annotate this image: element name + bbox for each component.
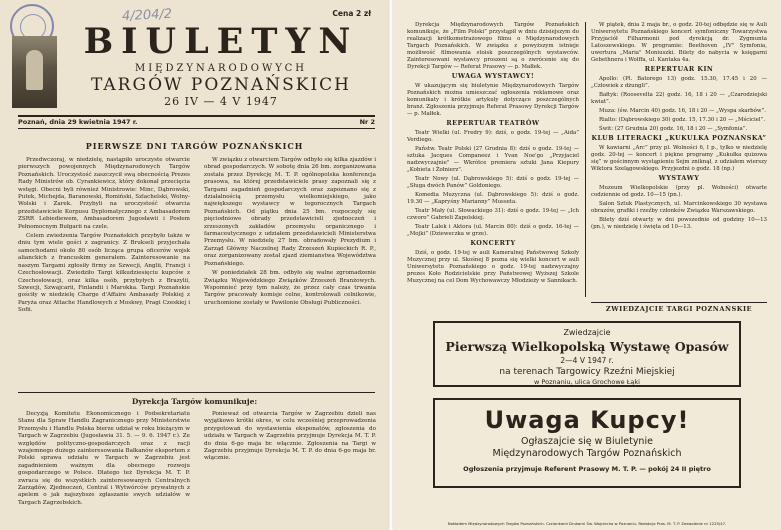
theatre-item: Teatr Wielki (ul. Fredry 9): dziś, o godz. 19-tej — „Aida” Verdiego. <box>407 130 579 143</box>
masthead <box>62 21 380 109</box>
klub-literacki-heading: KLUB LITERACKI „KUKULKA POZNAŃSKA” <box>591 134 767 142</box>
bulletin-subtitle-2: TARGÓW POZNAŃSKICH <box>91 75 351 95</box>
theatre-item: Komedia Muzyczna (ul. Dąbrowskiego 5): dziś o godz. 19.30 — „Kapryśny Marianny” Musseta. <box>407 192 579 205</box>
ad2-line3: Ogłoszenia przyjmuje Referent Prasowy M. T. P. — pokój 24 II piętro <box>463 465 711 473</box>
notice-text: Ponieważ od otwarcia Targów w Zagrzebiu dzieli nas wyjątkowo krótki okres, w celu wcześniej przeprowadzenia przygotowań do wystawienia eksponatów, zgłoszenia do udziału w Targach w Zagrzebiu przyjmuje Dyrekcja M. T. P. do dnia 6-go maja br. włącznie. Zgłoszenia na Targi w Zagrzebiu przyjmuje Dyrekcja M. T. P. do dnia 6-go maja br. włącznie. <box>204 411 376 462</box>
notice-column-2 <box>204 411 376 526</box>
article-columns <box>18 157 376 387</box>
cinema-item: Rialto: (Dąbrowskiego 30) godz. 15, 17.30 i 20 — „Mściciel”. <box>599 117 766 123</box>
notice-text: Decyzją Komitetu Ekonomicznego i Podsekretariatu Stanu dla Spraw Handlu Zagranicznego przy Ministerstwie Przemysłu i Handlu Polska bierze udział w roku bieżącym w Targach w Zagrzebiu (Jugosławia 31. 5. — 9. 6. 1947 r.). Ze względów polityczno-gospodarczych oraz z racji wzajemnego dużego zainteresowania Bałkanów eksportem z Polski sprawa udziału w Targach w Zagrzebiu jest zagadnieniem ważnym dla obecnego rozwoju gospodarczego w Polsce. Dlatego też Dyrekcja M. T. P. zwraca się do wszystkich zainteresowanych Centralnych Zarządów, Zjednoczeń, Central i Wytwórców prywatnych z apelem o jak najszybsze zgłaszanie swych udziałów w Targach Zagrzebskich. <box>18 411 190 506</box>
symphony-concert-text: W piątek, dnia 2 maja br., o godz. 20-tej odbędzie się w Auli Uniwersytetu Poznańskiego koncert symfoniczny Towarzystwa Przyjaciół Filharmonii pod dyrekcją dr. Zygmunta Latoszewskiego. W programie: Beethoven „IV" Symfonia, uwertura „Maria" Moniuszki. Bilety do nabycia w księgarni Gebethnera i Wolffa, ul. Kantaka 4a. <box>591 22 767 63</box>
notice-column-1 <box>18 411 190 526</box>
ad1-line5: w Poznaniu, ulica Grochowe Łąki <box>534 378 640 386</box>
repertuar-kin-heading: REPERTUAR KIN <box>644 65 714 73</box>
theatre-item: Teatr Mały (ul. Słowackiego 31): dziś o godz. 19-tej — „Ich czworo” Gabrieli Zapolskiej. <box>407 208 579 221</box>
uwaga-wystawcy-heading: UWAGA WYSTAWCY! <box>451 72 535 80</box>
theatre-item: Teatr Lalek i Aktora (ul. Marcin 80): dziś o godz. 16-tej — „Mojki” (Dzieweczka w grze). <box>407 224 579 237</box>
cinema-item: Muza: (św. Marcin 40) godz. 16, 18 i 20 — „Wyspa skarbów”. <box>599 108 766 114</box>
right-column-1 <box>407 22 579 287</box>
wystawy-heading: WYSTAWY <box>658 174 700 182</box>
uwaga-wystawcy-text: W ukazującym się biuletynie Międzynarodowych Targów Poznańskich można umieszczać ogłoszenia reklamowe oraz komunikaty i krótkie artykuły dotyczące poszczególnych branż. Zgłoszenia przyjmuje Referat Prasowy Dyrekcji Targów — p. Małłek. <box>407 83 579 117</box>
right-column-2 <box>591 22 767 233</box>
article-paragraph: W poniedziałek 28 bm. odbyło się walne zgromadzenie Związku Wojewódzkiego Związków Zrzeszeń Branżowych. Wspomnieć przy tym należy, że przez cały czas trwania Targów pracowały komisje celne, kontrolowali celnikowie, uruchomione zostały w Pawilonie Obsługi Publiczności. <box>204 270 376 306</box>
article-column-1 <box>18 157 190 387</box>
issue-bar <box>18 115 375 129</box>
notice-columns <box>18 411 376 526</box>
bulletin-title: BIULETYN <box>83 21 359 62</box>
article-headline: PIERWSZE DNI TARGÓW POZNAŃSKICH <box>85 141 304 151</box>
uwaga-kupcy-ad <box>433 398 741 488</box>
ad1-line1: Zwiedzajcie <box>563 328 611 337</box>
zwiedzajcie-targi-heading: ZWIEDZAJCIE TARGI POZNAŃSKIE <box>591 302 767 313</box>
exhibition-item: Bilety dziś otwarty w dni powszednie od godziny 10—13 (pn.), w niedzielę i święta od 10—13. <box>591 217 767 230</box>
ad2-line1: Ogłaszajcie się w Biuletynie <box>521 436 653 447</box>
printer-footer: Nakładem Międzynarodowych Targów Poznańskich. Czcionkami Drukarni Św. Wojciecha w Poznaniu. Redakcja Pras. M. T. P. Zezwolenie nr 1225/47. <box>447 521 727 526</box>
koncerty-heading: KONCERTY <box>470 239 516 247</box>
klub-literacki-text: W kawiarni „Arc” przy pl. Wolności 6, I p., tylko w niedzielę godz. 20-tej — koncert i piękne programy „Kukułka quizowa się” w gościnnym wystąpieniu Sejm zniknął, z udziałem wierszy Wiktora Szelągowskiego. Przyjezdni o godz. 18 (np.) <box>591 145 767 172</box>
theatre-item: Państw. Teatr Polski (27 Grudnia 8): dziś o godz. 19-tej — sztuka Jacques Companeez i Yvan Noe'go „Przyjaciel nadzwyczajnie" — Wkrótce premiera sztuki Jana Kiepury „Kobieta i Żołnierz". <box>407 146 579 173</box>
article-paragraph: Celem zwiedzenia Targów Poznańskich przybyło także w dniu tym wiele gości z zagranicy. Z Brukseli przyjechała samochodami około 80 osób licząca grupa oficerów wojsk alianckich z francuskim generałem. Zainteresowanie na naszym Targami zgłosiły firmy ze Szwecji, Anglii, Francji i Czechosłowacji. Zwiedziło Targi kilkudziesięciu kupców z Czechosłowacji, oraz kilka osób, przybyłych z Brazylii, Szwecji, Szwajcarii, Finlandii i Marokka. Targi Poznańskie gościły w niedzielę Charge d'Affaire Ambasady Polskiej z Paryża oraz Attache Handlowych z Moskwy, Pragi Czeskiej i Sofii. <box>18 233 190 314</box>
film-notice: Dyrekcja Międzynarodowych Targów Poznańskich komunikuje, że „Film Polski” przystąpił w dniu dzisiejszym do realizacji krótkometrażowego filmu o Międzynarodowych Targach Poznańskich. W związku z powyższym istnieje możliwość filmowania stoisk poszczególnych wystawców. Zainteresowani wystawcy proszeni są o zwrócenie się do Dyrekcji Targów — Referat Prasowy — p. Małłek. <box>407 22 579 70</box>
theatre-item: Teatr Nowy (ul. Dąbrowskiego 5): dziś o godz. 19-tej — „Sługa dwóch Panów” Goldoniego. <box>407 176 579 189</box>
ad1-line4: na terenach Targowicy Rzeźni Miejskiej <box>499 367 675 377</box>
issue-date: Poznań, dnia 29 kwietnia 1947 r. <box>18 118 138 126</box>
cinema-item: Apollo: (Pl. Batorego 13) godz. 15.30, 17.45 i 20 — „Człowiek z dżungli”. <box>591 76 767 89</box>
price-label: Cena 2 zł <box>332 9 371 18</box>
repertuar-teatrow-heading: REPERTUAR TEATRÓW <box>446 119 540 127</box>
cinema-item: Bałtyk: (Roosevelta 22) godz. 16, 18 i 20 — „Czarodziejski kwiat”. <box>591 92 767 105</box>
ad1-line3: 2—4 V 1947 r. <box>560 356 614 365</box>
bulletin-subtitle: MIĘDZYNARODOWYCH <box>134 63 308 74</box>
exhibition-item: Muzeum Wielkopolskie (przy pl. Wolności) otwarte codziennie od godz. 10—15 (pn.). <box>591 185 767 198</box>
cinema-item: Świt: (27 Grudnia 20) godz. 16, 18 i 20 — „Symfonia”. <box>599 126 748 132</box>
concert-text: Dziś, o godz. 19-tej w auli Kameralnej Państwowej Szkoły Muzycznej przy ul. Skośnej 8 pozna się wielki koncert w auli Uniwersytetu Poznańskiego o godz. 19-tej nadzwyczajny prezes Koło Rodzicielskie przy Państwowej Wyższej Szkole Muzycznej na cel Dom Wychowawczy Młodzieży w Sannikach. <box>407 250 579 284</box>
section-divider <box>18 392 375 393</box>
ad2-line2: Międzynarodowych Targów Poznańskich <box>492 448 682 459</box>
left-page <box>0 0 389 530</box>
fair-dates: 26 IV — 4 V 1947 <box>164 95 278 108</box>
notice-subhead: Dyrekcja Targów komunikuje: <box>131 397 258 406</box>
ad1-line2: Pierwszą Wielkopolską Wystawę Opasów <box>445 339 729 354</box>
issue-number: Nr 2 <box>359 118 375 126</box>
ad2-title: Uwaga Kupcy! <box>484 406 690 434</box>
handwritten-mark: 4/204/2 <box>121 6 173 25</box>
masthead-illustration <box>12 36 57 108</box>
ox-exhibition-ad <box>433 321 741 387</box>
column-divider <box>585 22 586 297</box>
article-column-2 <box>204 157 376 387</box>
article-paragraph: Przedwczoraj, w niedzielę, nastąpiło uroczyste otwarcie pierwszych powojennych Międzynarodowych Targów Poznańskich. Uroczystość zaszczycił swą obecnością Prezes Rady Ministrów ob. Cyrankiewicz, który dokonał przecięcia wstęgi. Obecni byli również Ministrowie: Minc, Dąbrowski, Putek, Michejda, Baranowski, Romiński, Szlachelski, Wolny-Wolski i Zarek. Przybyli na uroczystość otwarcia przedstawiciele Korpusu Dyplomatycznego z Ambasadorem ZSRR Lebiediewem, Ambasadorem Jugosławii i Posłem Pełnomocnym Bułgarii na czele. <box>18 157 190 230</box>
exhibition-item: Salon Sztuk Plastycznych, ul. Marcinkowskiego 30 wystawa obrazów, grafiki i rzeźby członków Związku Warszawskiego. <box>591 201 767 214</box>
right-page <box>393 0 781 530</box>
article-paragraph: W związku z otwarciem Targów odbyło się kilka zjazdów i obrad gospodarczych. W sobotę dnia 26 bm. zorganizowana została przez Dyrekcję M. T. P. ogólnopolska konferencja prasowa, na której przedstawiciele prasy zapoznali się z Targami zagadnień gospodarczych oraz zapoznano się z działalnością przemysłu wielkomiejskiego, jako największego wystawcy w tegorocznych Targach Poznańskich. Od piątku dnia 25 bm. rozpoczęły się pięciodniowe obrady przedstawicieli zjednoczeń i zrzeszonych zakładów przemysłu organicznego i farmaceutycznego z udziałem przedstawicieli Ministerstwa Przemysłu. W niedzielę 27 bm. obradowały Prezydium i Zarząd Główny Naczelnej Rady Zrzeszeń Kupieckich R. P., oraz zorganizowany został zjazd ziemianstwa Województwa Poznańskiego. <box>204 157 376 267</box>
